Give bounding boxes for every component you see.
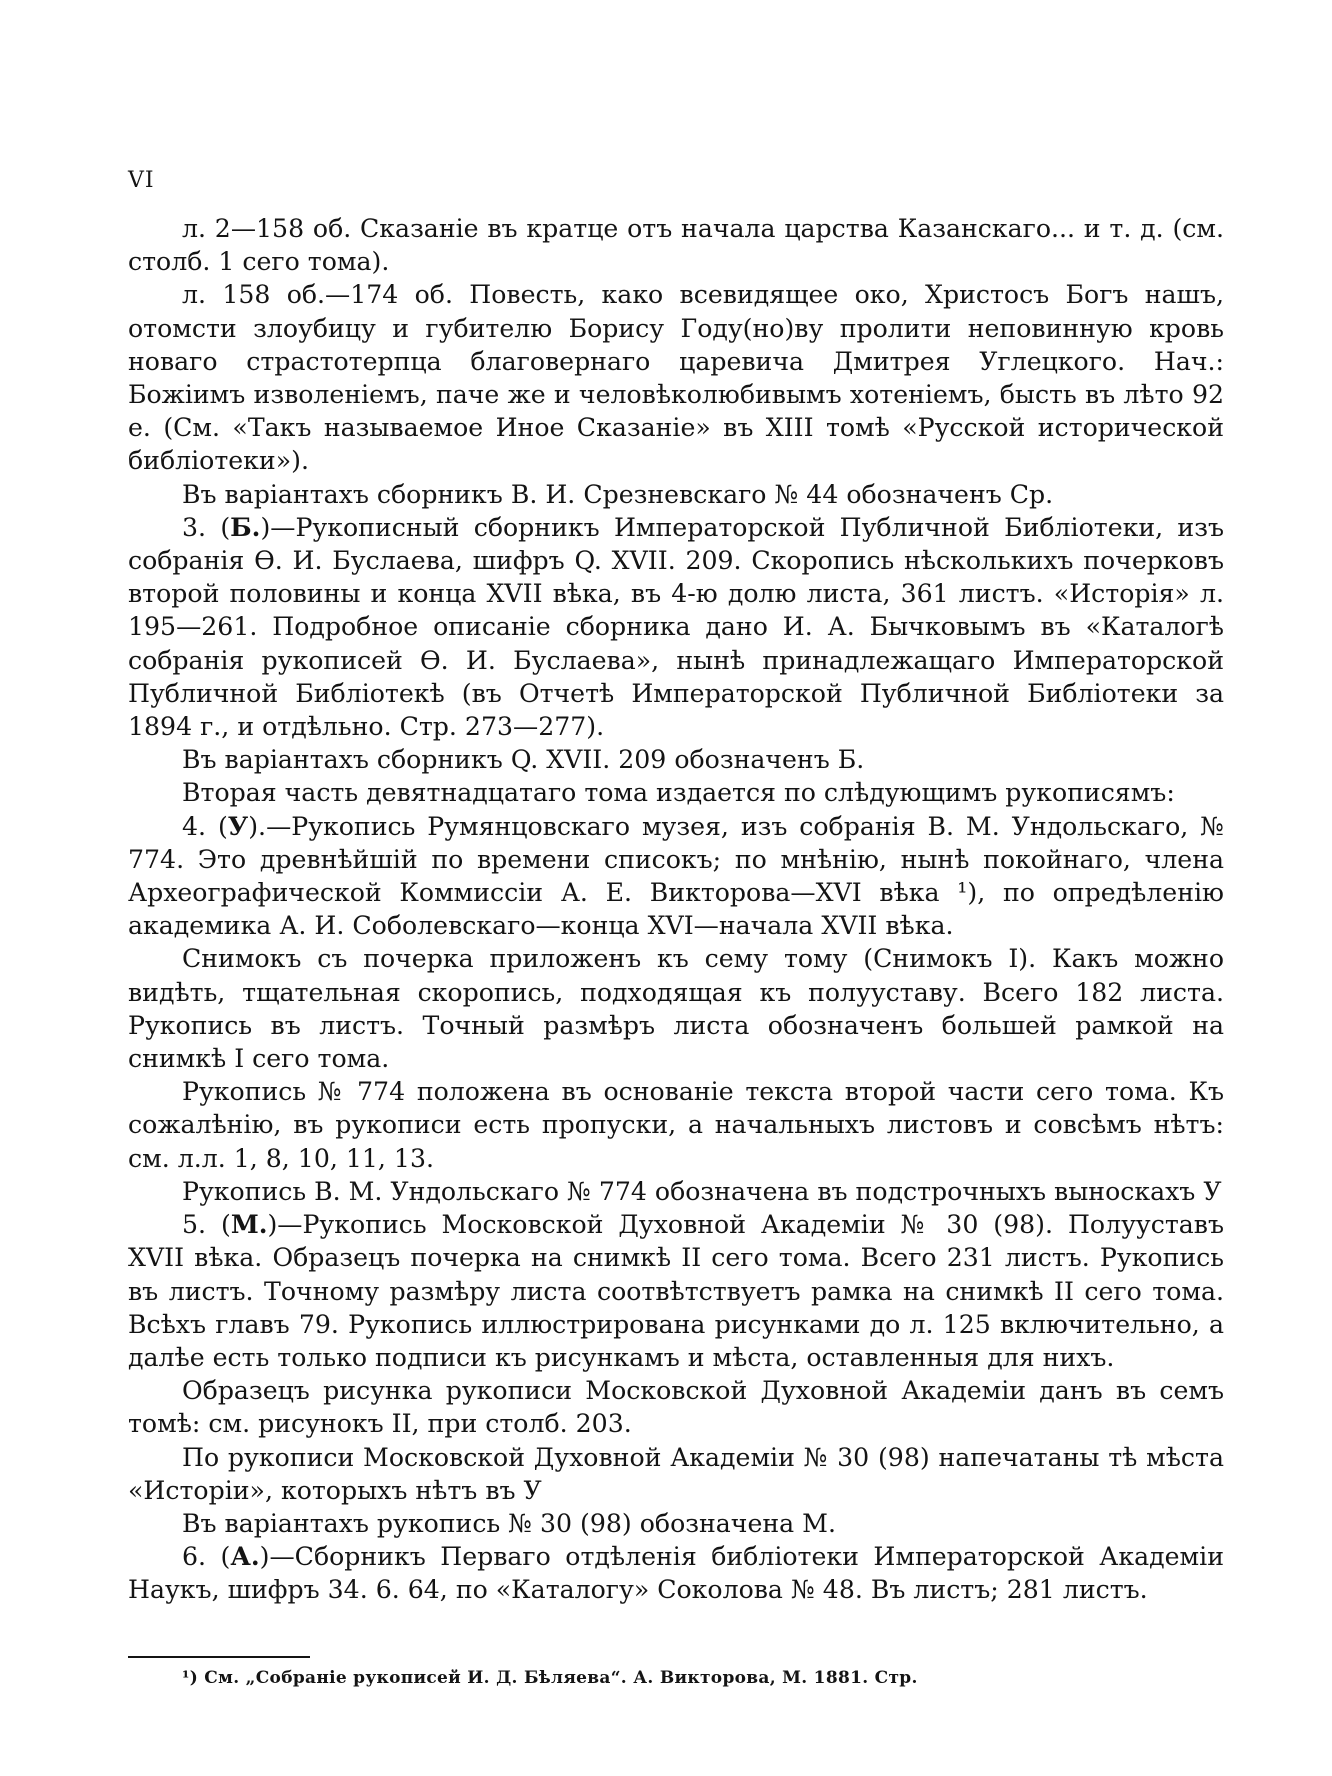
paragraph-14: Въ варіантахъ рукопись № 30 (98) обозначена М. bbox=[182, 1508, 836, 1538]
paragraph-3: Въ варіантахъ сборникъ В. И. Срезневскаго № 44 обозначенъ Ср. bbox=[182, 479, 1054, 509]
paragraph-15: 6. (А.)—Сборникъ Перваго отдѣленія библіотеки Императорской Академіи Наукъ, шифръ 34. 6. 64, по «Каталогу» Соколова № 48. Въ листъ; 281 листъ. bbox=[128, 1541, 1224, 1605]
paragraph-12: Образецъ рисунка рукописи Московской Духовной Академіи данъ въ семъ томѣ: см. рисунокъ II, при столб. 203. bbox=[128, 1376, 1224, 1439]
paragraph-4: 3. (Б.)—Рукописный сборникъ Императорской Публичной Библіотеки, изъ собранія Ѳ. И. Буслаева, шифръ Q. XVII. 209. Скоропись нѣсколькихъ почерковъ второй половины и конца XVII вѣка, въ 4-ю долю листа, 361 листъ. «Исторія» л. 195—261. Подробное описаніе сборника дано И. А. Бычковымъ въ «Каталогѣ собранія рукописей Ѳ. И. Буслаева», нынѣ принадлежащаго Императорской Публичной Библіотекѣ (въ Отчетѣ Императорской Публичной Библіотеки за 1894 г., и отдѣльно. Стр. 273—277). bbox=[128, 511, 1224, 742]
paragraph-7: 4. (У).—Рукопись Румянцовскаго музея, изъ собранія В. М. Ундольскаго, № 774. Это древнѣйшій по времени списокъ; по мнѣнію, нынѣ покойнаго, члена Археографической Коммиссіи А. Е. Викторова—XVI вѣка ¹), по опредѣленію академика А. И. Соболевскаго—конца XVI—начала XVII вѣка. bbox=[128, 810, 1224, 941]
paragraph-6: Вторая часть девятнадцатаго тома издается по слѣдующимъ рукописямъ: bbox=[182, 778, 1175, 808]
body-text bbox=[128, 212, 1224, 1607]
footnote: ¹) См. „Собраніе рукописей И. Д. Бѣляева“. А. Викторова, М. 1881. Стр. bbox=[182, 1668, 918, 1688]
paragraph-13: По рукописи Московской Духовной Академіи № 30 (98) напечатаны тѣ мѣста «Исторіи», которыхъ нѣтъ въ У bbox=[128, 1442, 1224, 1505]
paragraph-1: л. 2—158 об. Сказаніе въ кратце отъ начала царства Казанскаго... и т. д. (см. столб. 1 сего тома). bbox=[128, 214, 1224, 277]
page-number: VI bbox=[128, 168, 155, 193]
paragraph-8: Снимокъ съ почерка приложенъ къ сему тому (Снимокъ I). Какъ можно видѣть, тщательная скоропись, подходящая къ полууставу. Всего 182 листа. Рукопись въ листъ. Точный размѣръ листа обозначенъ большей рамкой на снимкѣ I сего тома. bbox=[128, 944, 1224, 1074]
paragraph-10: Рукопись В. М. Ундольскаго № 774 обозначена въ подстрочныхъ выноскахъ У bbox=[182, 1176, 1222, 1206]
siglum-b: Б. bbox=[230, 511, 261, 542]
paragraph-9: Рукопись № 774 положена въ основаніе текста второй части сего тома. Къ сожалѣнію, въ рукописи есть пропуски, а начальныхъ листовъ и совсѣмъ нѣтъ: см. л.л. 1, 8, 10, 11, 13. bbox=[128, 1077, 1224, 1173]
paragraph-11: 5. (М.)—Рукопись Московской Духовной Академіи № 30 (98). Полууставъ XVII вѣка. Образецъ почерка на снимкѣ II сего тома. Всего 231 листъ. Рукопись въ листъ. Точному размѣру листа соотвѣтствуетъ рамка на снимкѣ II сего тома. Всѣхъ главъ 79. Рукопись иллюстрирована рисунками до л. 125 включительно, а далѣе есть только подписи къ рисункамъ и мѣста, оставленныя для нихъ. bbox=[128, 1209, 1224, 1372]
footnote-divider bbox=[128, 1656, 310, 1658]
siglum-a: А. bbox=[230, 1541, 260, 1572]
paragraph-2: л. 158 об.—174 об. Повесть, како всевидящее око, Христосъ Богъ нашъ, отомсти злоубицу и губителю Борису Году(но)ву пролити неповинную кровь новаго страстотерпца благовернаго царевича Дмитрея Углецкого. Нач.: Божіимъ изволеніемъ, паче же и человѣколюбивымъ хотеніемъ, бысть въ лѣто 92 е. (См. «Такъ называемое Иное Сказаніе» въ XIII томѣ «Русской исторической библіотеки»). bbox=[128, 280, 1224, 476]
siglum-m: М. bbox=[230, 1209, 268, 1240]
paragraph-5: Въ варіантахъ сборникъ Q. XVII. 209 обозначенъ Б. bbox=[182, 745, 865, 775]
siglum-u: У bbox=[227, 810, 249, 841]
